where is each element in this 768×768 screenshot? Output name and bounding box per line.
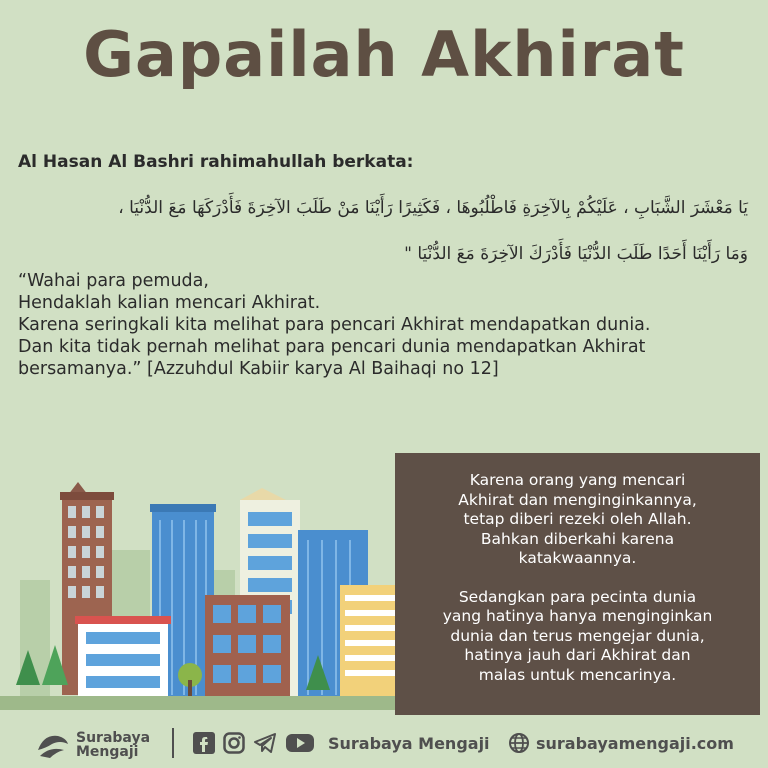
reflection-paragraph-1: [405, 471, 750, 569]
box-line: hatinya jauh dari Akhirat dan: [464, 646, 691, 664]
box-line: Akhirat dan menginginkannya,: [458, 490, 697, 509]
social-icons: [193, 732, 315, 754]
website-url[interactable]: surabayamengaji.com: [536, 733, 734, 753]
brand-line-2: Mengaji: [76, 744, 139, 760]
instagram-icon[interactable]: [223, 732, 245, 754]
quote-block: [18, 270, 753, 380]
quote-line: “Wahai para pemuda,: [18, 271, 209, 291]
quote-line: bersamanya.” [Azzuhdul Kabiir karya Al Baihaqi no 12]: [18, 359, 499, 379]
page-title: Gapailah Akhirat: [83, 18, 685, 91]
intro-text: Al Hasan Al Bashri rahimahullah berkata:: [18, 152, 414, 172]
arabic-line-1: يَا مَعْشَرَ الشَّبَابِ ، عَلَيْكُمْ بِالآخِرَةِ فَاطْلُبُوهَا ، فَكَثِيرًا رَأَيْنَا مَنْ طَلَبَ الآخِرَةَ فَأَدْرَكَهَا مَعَ الدُّنْيَا ،: [118, 198, 748, 218]
quote-line: Hendaklah kalian mencari Akhirat.: [18, 293, 321, 313]
box-line: Karena orang yang mencari: [469, 471, 686, 489]
reflection-paragraph-2: [405, 588, 750, 686]
quote-line: Dan kita tidak pernah melihat para pencari dunia mendapatkan Akhirat: [18, 337, 646, 357]
brand-name: [76, 731, 150, 759]
facebook-icon[interactable]: [193, 732, 215, 754]
brand-line-1: Surabaya: [76, 730, 151, 746]
brand-mark-icon: [36, 730, 70, 760]
youtube-icon[interactable]: [285, 732, 315, 754]
footer: [0, 720, 768, 768]
quote-line: Karena seringkali kita melihat para pencari Akhirat mendapatkan dunia.: [18, 315, 651, 335]
telegram-icon[interactable]: [253, 732, 277, 754]
box-line: yang hatinya hanya menginginkan: [442, 607, 713, 625]
box-line: malas untuk mencarinya.: [478, 665, 677, 684]
website-link[interactable]: [508, 732, 734, 754]
globe-icon: [508, 732, 530, 754]
city-illustration: [0, 470, 400, 710]
arabic-line-2: وَمَا رَأَيْنَا أَحَدًا طَلَبَ الدُّنْيَا فَأَدْرَكَ الآخِرَةَ مَعَ الدُّنْيَا ": [404, 244, 748, 264]
box-line: tetap diberi rezeki oleh Allah.: [463, 510, 692, 528]
brand-logo[interactable]: [36, 730, 150, 760]
box-line: dunia dan terus mengejar dunia,: [450, 626, 705, 645]
box-line: Sedangkan para pecinta dunia: [458, 587, 697, 606]
box-line: katakwaannya.: [518, 549, 637, 567]
footer-divider: [172, 728, 174, 758]
social-account-name[interactable]: Surabaya Mengaji: [328, 734, 490, 753]
box-line: Bahkan diberkahi karena: [480, 529, 675, 548]
reflection-box: [395, 453, 760, 715]
